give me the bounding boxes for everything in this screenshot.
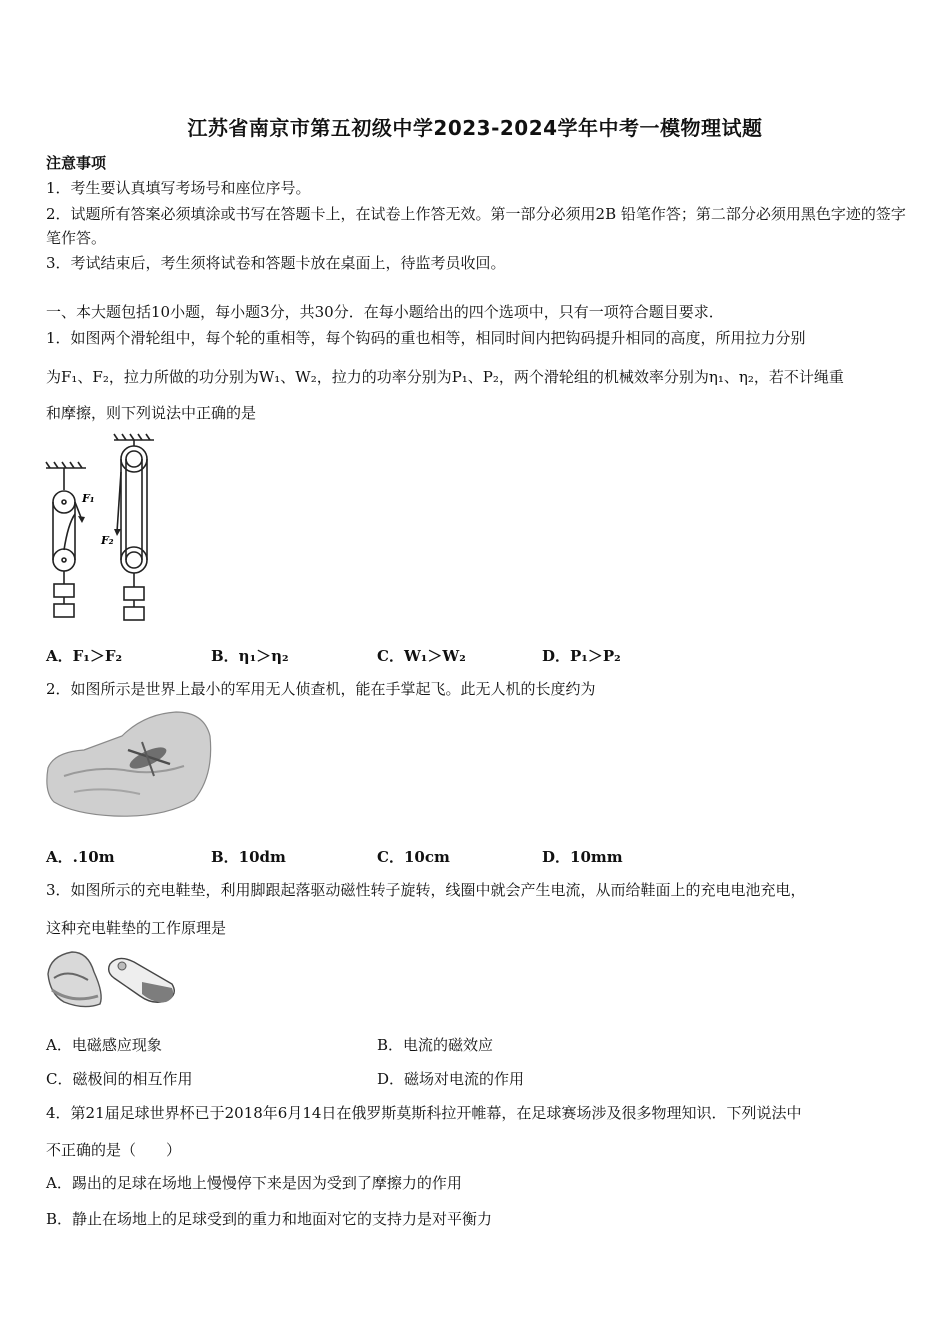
q1-option-b: B．η₁＞η₂ [211,647,289,665]
q3-option-a: A．电磁感应现象 [46,1036,162,1054]
q1-stem-line-2: 为F₁、F₂，拉力所做的功分别为W₁、W₂，拉力的功率分别为P₁、P₂，两个滑轮组的机械效率分别为η₁、η₂，若不计绳重 [46,368,844,386]
section-1-instructions: 一、本大题包括10小题，每小题3分，共30分．在每小题给出的四个选项中，只有一项符合题目要求． [46,303,724,321]
q1-option-c: C．W₁＞W₂ [377,647,466,665]
q2-option-b: B．10dm [211,848,286,866]
charging-insole-photo [44,944,178,1012]
pulley-label-f2: F₂ [101,534,114,547]
q3-stem-line-2: 这种充电鞋垫的工作原理是 [46,919,227,937]
q3-option-b: B．电流的磁效应 [377,1036,494,1054]
q2-stem: 2．如图所示是世界上最小的军用无人侦查机，能在手掌起飞。此无人机的长度约为 [46,680,596,698]
q4-stem-line-2: 不正确的是（ ） [46,1141,182,1159]
notes-heading: 注意事项 [46,154,107,172]
pulley-label-f1: F₁ [82,492,95,505]
q1-stem-line-3: 和摩擦，则下列说法中正确的是 [46,404,257,422]
pulley-systems-figure [44,432,174,627]
q3-option-c: C．磁极间的相互作用 [46,1070,193,1088]
drone-on-palm-photo [44,706,214,822]
notes-item-3: 3．考试结束后，考生须将试卷和答题卡放在桌面上，待监考员收回。 [46,254,506,272]
q3-option-d: D．磁场对电流的作用 [377,1070,525,1088]
q2-option-a: A．.10m [46,848,115,866]
page-title: 江苏省南京市第五初级中学2023-2024学年中考一模物理试题 [187,116,763,140]
q1-option-a: A．F₁＞F₂ [46,647,123,665]
q4-stem-line-1: 4．第21届足球世界杯已于2018年6月14日在俄罗斯莫斯科拉开帷幕，在足球赛场涉及很多物理知识．下列说法中 [46,1104,802,1122]
notes-item-1: 1．考生要认真填写考场号和座位序号。 [46,179,311,197]
q1-option-d: D．P₁＞P₂ [542,647,621,665]
q3-stem-line-1: 3．如图所示的充电鞋垫，利用脚跟起落驱动磁性转子旋转，线圈中就会产生电流，从而给鞋面上的充电电池充电， [46,881,806,899]
q4-option-b: B．静止在场地上的足球受到的重力和地面对它的支持力是对平衡力 [46,1210,493,1228]
q1-stem-line-1: 1．如图两个滑轮组中，每个轮的重相等，每个钩码的重也相等，相同时间内把钩码提升相同的高度，所用拉力分别 [46,329,806,347]
notes-item-2: 2．试题所有答案必须填涂或书写在答题卡上，在试卷上作答无效。第一部分必须用2B 铅笔作答；第二部分必须用黑色字迹的签字笔作答。 [46,205,906,247]
q2-option-d: D．10mm [542,848,623,866]
q2-option-c: C．10cm [377,848,450,866]
q4-option-a: A．踢出的足球在场地上慢慢停下来是因为受到了摩擦力的作用 [46,1174,462,1192]
